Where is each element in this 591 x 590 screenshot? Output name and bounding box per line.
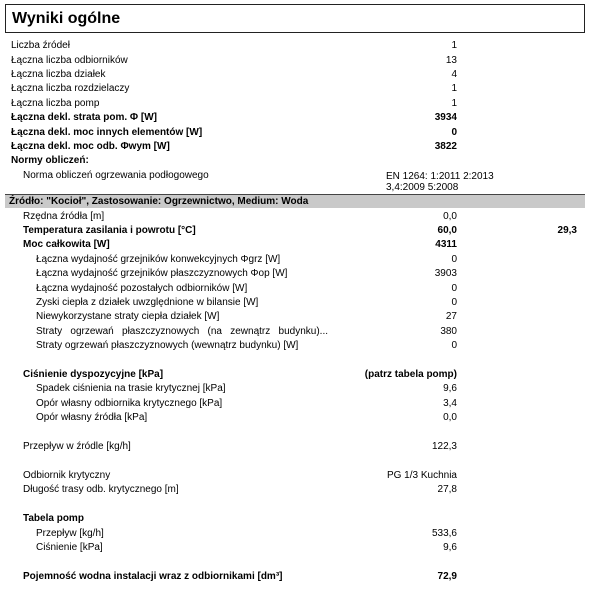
source-label: Łączna wydajność grzejników konwekcyjnych Φgrz [W]: [36, 254, 281, 265]
capacity-label: Pojemność wodna instalacji wraz z odbiornikami [dm³]: [23, 571, 283, 582]
summary-row: [0, 82, 591, 96]
source-header-band: [5, 194, 585, 208]
source-value: 0,0: [443, 211, 457, 222]
pumps-row: [0, 527, 591, 541]
source-value: 27: [445, 311, 457, 322]
summary-row: [0, 39, 591, 53]
source-value: 0: [451, 254, 457, 265]
summary-value: 3934: [434, 112, 457, 123]
source-row: [0, 282, 591, 296]
norms-heading-row: [0, 154, 591, 168]
page-title: Wyniki ogólne: [12, 10, 121, 27]
critical-value: 27,8: [437, 484, 457, 495]
source-label: Zyski ciepła z działek uwzględnione w bilansie [W]: [36, 297, 259, 308]
pumps-row: [0, 541, 591, 555]
source-value-return: 29,3: [557, 225, 577, 236]
source-value: 4311: [435, 239, 457, 250]
summary-label: Łączna dekl. strata pom. Φ [W]: [11, 112, 158, 123]
summary-label: Łączna dekl. moc odb. Φwym [W]: [11, 141, 170, 152]
pressure-value: 3,4: [443, 398, 457, 409]
pressure-label: Opór własny źródła [kPa]: [36, 412, 148, 423]
flow-value: 122,3: [431, 441, 457, 452]
flow-label: Przepływ w źródle [kg/h]: [23, 441, 131, 452]
pressure-heading-row: [0, 368, 591, 382]
pumps-label: Przepływ [kg/h]: [36, 528, 104, 539]
pressure-value: 0,0: [443, 412, 457, 423]
pumps-label: Ciśnienie [kPa]: [36, 542, 103, 553]
capacity-value: 72,9: [437, 571, 457, 582]
pressure-value: 9,6: [443, 383, 457, 394]
pumps-heading-row: [0, 512, 591, 526]
summary-row: [0, 68, 591, 82]
pressure-heading: Ciśnienie dyspozycyjne [kPa]: [23, 369, 164, 380]
norms-heading: Normy obliczeń:: [11, 155, 89, 166]
source-row: [0, 210, 591, 224]
source-row: [0, 238, 591, 252]
summary-value: 1: [451, 83, 457, 94]
source-row: [0, 267, 591, 281]
summary-row: [0, 111, 591, 125]
critical-row: [0, 483, 591, 497]
summary-label: Łączna liczba pomp: [11, 98, 100, 109]
summary-value: 4: [451, 69, 457, 80]
pressure-label: Opór własny odbiornika krytycznego [kPa]: [36, 398, 223, 409]
norms-value-line1: EN 1264: 1:2011 2:2013: [386, 171, 494, 182]
critical-label: Długość trasy odb. krytycznego [m]: [23, 484, 179, 495]
source-label: Straty ogrzewań płaszczyznowych (wewnątrz budynku) [W]: [36, 340, 299, 351]
pressure-heading-value: (patrz tabela pomp): [364, 369, 457, 380]
flow-row: [0, 440, 591, 454]
pumps-heading: Tabela pomp: [23, 513, 84, 524]
summary-value: 0: [451, 127, 457, 138]
pressure-row: [0, 382, 591, 396]
source-value: 60,0: [437, 225, 457, 236]
critical-label: Odbiornik krytyczny: [23, 470, 111, 481]
source-row: [0, 224, 591, 238]
source-value: 3903: [434, 268, 457, 279]
summary-value: 3822: [434, 141, 457, 152]
summary-row: [0, 126, 591, 140]
norms-value-line2: 3,4:2009 5:2008: [386, 182, 459, 193]
source-row: [0, 325, 591, 339]
source-label: Moc całkowita [W]: [23, 239, 110, 250]
critical-row: [0, 469, 591, 483]
summary-label: Łączna liczba działek: [11, 69, 106, 80]
source-label: Łączna wydajność pozostałych odbiorników [W]: [36, 283, 248, 294]
summary-label: Łączna liczba odbiorników: [11, 55, 128, 66]
norms-value: [386, 171, 494, 193]
summary-row: [0, 140, 591, 154]
results-title-box: [5, 4, 585, 33]
summary-value: 13: [445, 55, 457, 66]
pressure-label: Spadek ciśnienia na trasie krytycznej [kPa]: [36, 383, 226, 394]
norms-row: [0, 169, 591, 183]
summary-row: [0, 54, 591, 68]
pumps-value: 9,6: [443, 542, 457, 553]
source-header: Źródło: "Kocioł", Zastosowanie: Ogrzewnictwo, Medium: Woda: [9, 196, 309, 207]
summary-value: 1: [451, 40, 457, 51]
source-row: [0, 310, 591, 324]
source-value: 0: [451, 283, 457, 294]
summary-label: Łączna liczba rozdzielaczy: [11, 83, 130, 94]
capacity-row: [0, 570, 591, 584]
critical-value: PG 1/3 Kuchnia: [386, 470, 457, 481]
pressure-row: [0, 397, 591, 411]
pumps-value: 533,6: [431, 528, 457, 539]
source-label: Łączna wydajność grzejników płaszczyznowych Φop [W]: [36, 268, 288, 279]
source-value: 380: [440, 326, 457, 337]
source-row: [0, 339, 591, 353]
source-label: Niewykorzystane straty ciepła działek [W]: [36, 311, 220, 322]
summary-label: Łączna dekl. moc innych elementów [W]: [11, 127, 203, 138]
norms-label: Norma obliczeń ogrzewania podłogowego: [23, 170, 209, 181]
source-row: [0, 296, 591, 310]
pressure-row: [0, 411, 591, 425]
source-row: [0, 253, 591, 267]
summary-label: Liczba źródeł: [11, 40, 70, 51]
source-label: Temperatura zasilania i powrotu [°C]: [23, 225, 196, 236]
summary-value: 1: [451, 98, 457, 109]
source-value: 0: [451, 340, 457, 351]
source-label: Straty ogrzewań płaszczyznowych (na zewnątrz budynku)...: [36, 326, 328, 337]
summary-row: [0, 97, 591, 111]
source-label: Rzędna źródła [m]: [23, 211, 105, 222]
source-value: 0: [451, 297, 457, 308]
